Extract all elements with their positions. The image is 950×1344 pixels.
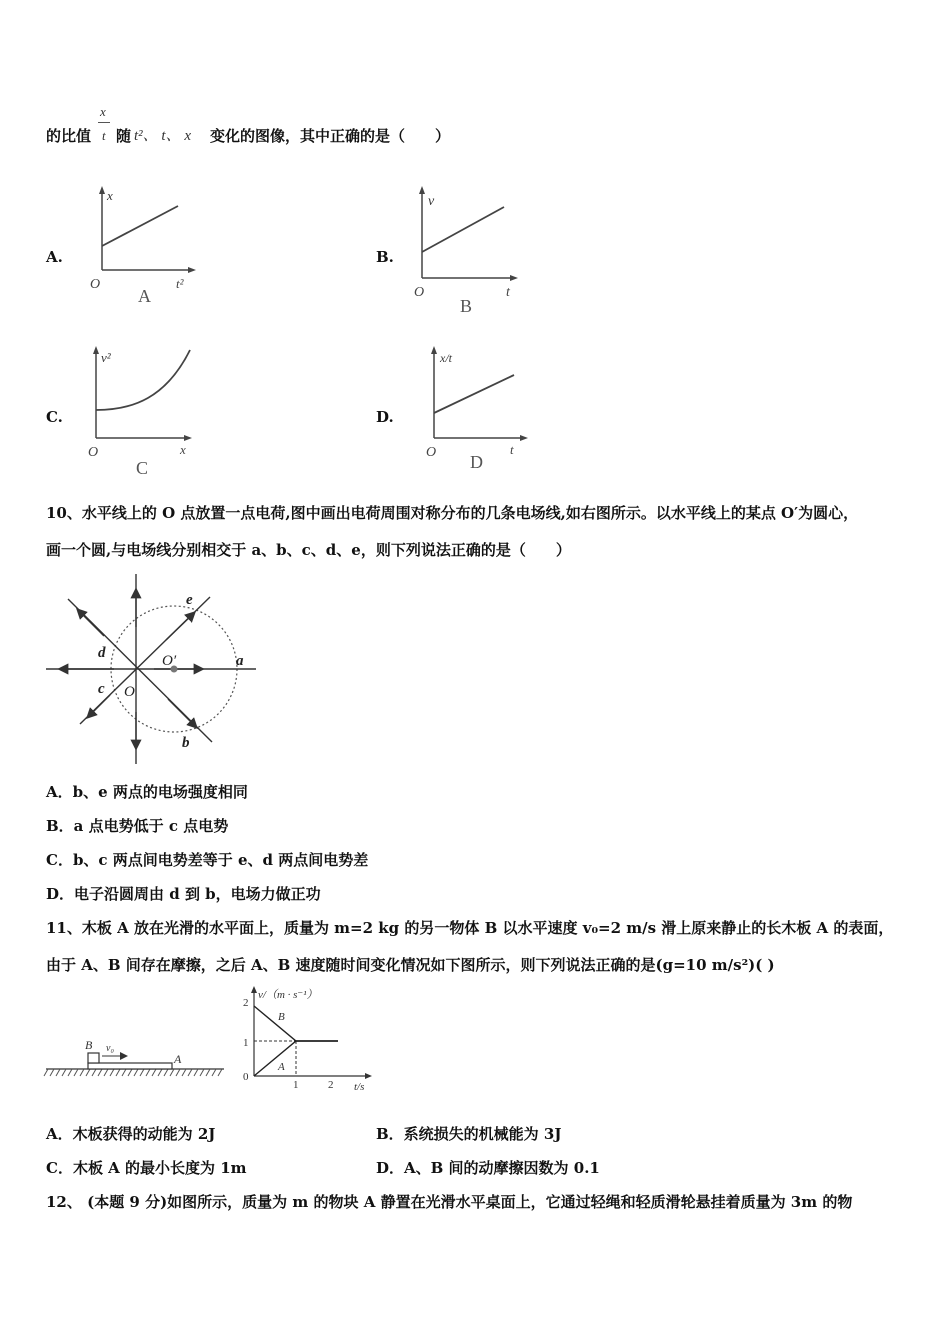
point-a-label: a — [236, 653, 244, 669]
velocity-v0-label: v₀ — [106, 1043, 114, 1054]
point-d-label: d — [98, 645, 106, 661]
vt-ylabel: v/（m · s⁻¹） — [258, 989, 318, 1001]
q9-option-c-label[interactable]: C. — [46, 408, 63, 426]
q10-stem-line1: 10、水平线上的 O 点放置一点电荷,图中画出电荷周围对称分布的几条电场线,如右图所示。以水平线上的某点 O′为圆心， — [46, 504, 859, 522]
q9-mid: 随 — [116, 127, 132, 145]
q9-option-d-label[interactable]: D. — [376, 408, 394, 426]
vt-series-b — [254, 1006, 338, 1041]
q9-graph-a — [80, 180, 210, 310]
q11-option-b[interactable]: B．系统损失的机械能为 3J — [376, 1125, 562, 1143]
vt-xtick-1: 1 — [293, 1079, 299, 1091]
graph-a-xlabel: t² — [176, 276, 184, 291]
q9-option-a-label[interactable]: A. — [46, 248, 63, 266]
graph-d-origin: O — [426, 445, 437, 460]
q10-option-d[interactable]: D．电子沿圆周由 d 到 b，电场力做正功 — [46, 885, 321, 903]
graph-a-ylabel: x — [107, 188, 113, 203]
q11-board-figure — [44, 1036, 228, 1086]
q11-stem-line2: 由于 A、B 间存在摩擦，之后 A、B 速度随时间变化情况如下图所示，则下列说法正确的是(g=10 m/s²)( ) — [46, 956, 775, 974]
q9-vars: t²、 t、 x — [134, 128, 191, 144]
q10-option-c[interactable]: C．b、c 两点间电势差等于 e、d 两点间电势差 — [46, 851, 369, 869]
q12-stem-line1: 12、 (本题 9 分)如图所示，质量为 m 的物块 A 静置在光滑水平桌面上，它通过轻绳和轻质滑轮悬挂着质量为 3m 的物 — [46, 1193, 853, 1211]
q9-prefix: 的比值 — [46, 127, 92, 145]
graph-c-ylabel: v² — [101, 350, 111, 365]
vt-xtick-2: 2 — [328, 1079, 334, 1091]
vt-ytick-2: 2 — [243, 997, 249, 1009]
q9-graph-c — [78, 340, 208, 480]
graph-a-origin: O — [90, 277, 101, 292]
graph-d-ylabel: x/t — [440, 351, 452, 365]
graph-b-xlabel: t — [506, 285, 510, 300]
fraction-numerator: x — [100, 104, 106, 119]
q10-field-diagram — [44, 572, 264, 772]
board-a-label: A — [174, 1052, 182, 1066]
q9-graph-b — [400, 180, 530, 315]
q9-suffix: 变化的图像，其中正确的是（ ） — [210, 127, 451, 145]
q10-stem-line2: 画一个圆,与电场线分别相交于 a、b、c、d、e，则下列说法正确的是（ ） — [46, 541, 571, 559]
fraction-bar — [98, 122, 110, 123]
block-b-label: B — [85, 1038, 93, 1052]
graph-d-caption: D — [470, 452, 483, 472]
point-e-label: e — [186, 592, 193, 608]
q10-option-b[interactable]: B．a 点电势低于 c 点电势 — [46, 817, 229, 835]
point-b-label: b — [182, 735, 190, 751]
q11-option-a[interactable]: A．木板获得的动能为 2J — [46, 1125, 216, 1143]
q11-stem-line1: 11、木板 A 放在光滑的水平面上，质量为 m=2 kg 的另一物体 B 以水平速度 v₀=2 m/s 滑上原来静止的长木板 A 的表面， — [46, 919, 894, 937]
vt-ytick-0: 0 — [243, 1071, 249, 1083]
fraction-denominator: t — [102, 128, 106, 143]
q9-option-b-label[interactable]: B. — [376, 248, 394, 266]
vt-series-a-label: A — [278, 1061, 285, 1073]
q11-option-c[interactable]: C．木板 A 的最小长度为 1m — [46, 1159, 247, 1177]
vt-series-b-label: B — [278, 1011, 285, 1023]
q11-option-d[interactable]: D．A、B 间的动摩擦因数为 0.1 — [376, 1159, 600, 1177]
graph-c-xlabel: x — [180, 442, 186, 457]
q9-graph-d — [414, 340, 544, 480]
graph-b-ylabel: v — [428, 194, 435, 209]
q10-option-a[interactable]: A．b、e 两点的电场强度相同 — [46, 783, 248, 801]
q11-vt-graph — [238, 984, 378, 1094]
vt-ytick-1: 1 — [243, 1037, 249, 1049]
graph-a-caption: A — [138, 286, 151, 306]
point-o-label: O — [124, 684, 135, 700]
graph-b-origin: O — [414, 285, 425, 300]
graph-c-caption: C — [136, 458, 149, 478]
graph-d-xlabel: t — [510, 442, 514, 457]
point-o-prime-label: O′ — [162, 653, 177, 669]
graph-c-origin: O — [88, 445, 99, 460]
graph-b-caption: B — [460, 296, 473, 316]
vt-xlabel: t/s — [354, 1081, 365, 1093]
point-c-label: c — [98, 681, 105, 697]
